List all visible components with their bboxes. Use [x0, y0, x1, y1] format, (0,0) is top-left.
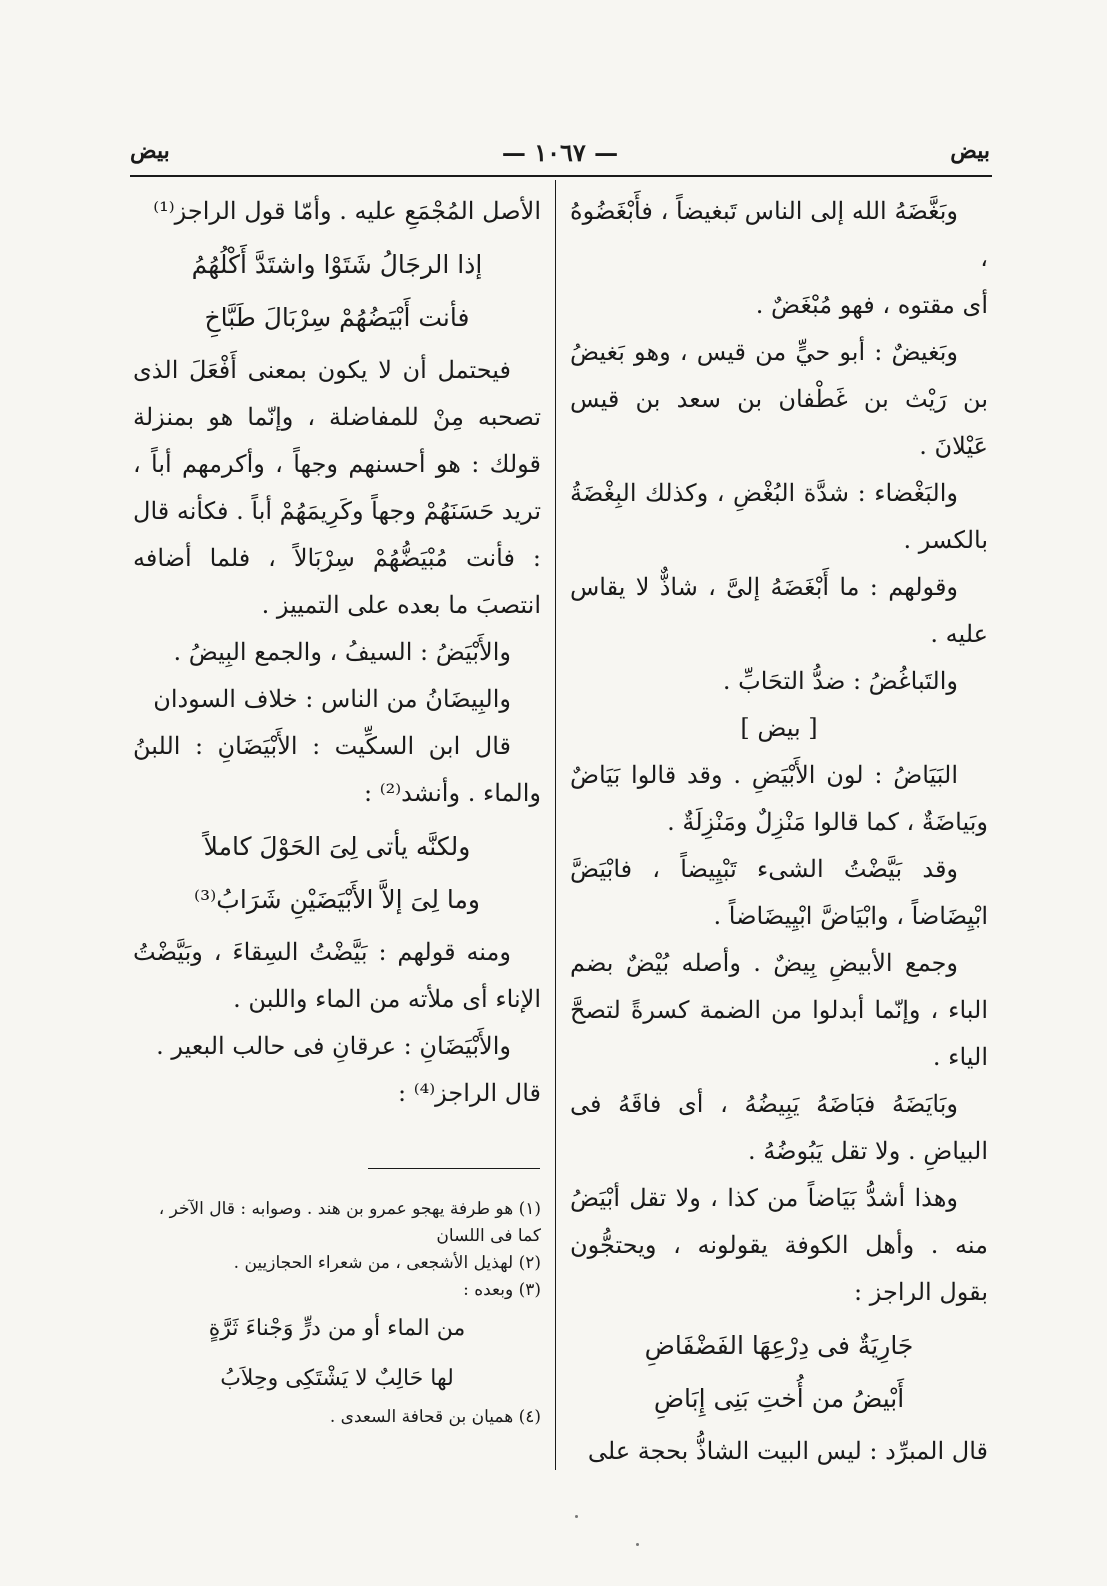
verse-line: أَبْيضُ من أُختِ بَنِى إِبَاضِ [653, 1384, 905, 1413]
scan-speck [636, 1543, 639, 1546]
paragraph: والأَبْيَضَانِ : عرقانِ فى حالب البعير . [156, 1032, 511, 1060]
footnotes [133, 1196, 541, 1431]
left-column [133, 188, 541, 1117]
paragraph: وبَغيضٌ : أبو حيٍّ من قيس ، وهو بَغيضُ بن رَيْث بن غَطْفان بن سعد بن قيس عَيْلانَ . [570, 338, 988, 460]
footnote: (٢) لهذيل الأشجعى ، من شعراء الحجازيين . [233, 1253, 541, 1273]
paragraph: وبَغَّضَهُ الله إلى الناس تَبغيضاً ، فأَبْغَضُوهُ ، [570, 197, 988, 272]
running-head-right: بيض [950, 138, 990, 164]
paragraph: والتَباغُضُ : ضدُّ التحَابِّ . [722, 667, 958, 695]
paragraph: وهذا أشدُّ بَيَاضاً من كذا ، ولا تقل أبْيَضُ منه . وأهل الكوفة يقولونه ، ويحتجُّون بقول الراجز : [570, 1184, 988, 1306]
footnote-verse: لها حَالِبٌ لا يَشْتَكِى وحِلاَبُ [220, 1366, 454, 1391]
paragraph: فيحتمل أن لا يكون بمعنى أَفْعَلَ الذى تصحبه مِنْ للمفاضلة ، وإنّما هو بمنزلة قولك : هو أحسنهم وجهاً ، وأكرمهم أباً ، تريد حَسَنَهُمْ وجهاً وكَرِيمَهُمْ أباً . فكأنه قال : فأنت مُبْيَضُّهُمْ سِرْبَالاً ، فلما أضافه انتصبَ ما بعده على التمييز . [133, 356, 541, 619]
paragraph: وبَايَضَهُ فبَاضَهُ يَبِيضُهُ ، أى فاقَهُ فى البياضِ . ولا تقل يَبُوضُهُ . [570, 1090, 988, 1165]
paragraph: ومنه قولهم : بَيَّضْتُ السِقاءَ ، وبَيَّضْتُ الإناء أى ملأته من الماء واللبن . [133, 938, 541, 1013]
verse-line: فأنت أَبْيَضُهُمْ سِرْبَالَ طَبَّاخِ [204, 303, 470, 332]
column-divider [555, 180, 556, 1470]
paragraph: البَيَاضُ : لون الأَبْيَضِ . وقد قالوا بَيَاضٌ وبَياضَةٌ ، كما قالوا مَنْزِلٌ ومَنْزِلَةٌ . [570, 761, 988, 836]
footnote-verse: من الماء أو من درٍّ وَجْناءَ ثَرَّةٍ [208, 1316, 466, 1341]
verse-line: جَارِيَةٌ فى دِرْعِهَا الفَضْفَاضِ [644, 1331, 914, 1360]
verse-line: ولكنَّه يأتى لِىَ الحَوْلَ كاملاً [203, 832, 471, 861]
paragraph: وجمع الأبيضِ بِيضٌ . وأصله بُيْضٌ بضم الباء ، وإنّما أبدلوا من الضمة كسرةً لتصحَّ الياء . [570, 949, 988, 1071]
running-head-left: بيض [130, 138, 170, 164]
paragraph: وقد بَيَّضْتُ الشىء تَبْيِيضاً ، فابْيَضَّ ابْيِضَاضاً ، وابْيَاضَّ ابْيِيضَاضاً . [570, 855, 988, 930]
paragraph: الأصل المُجْمَعِ عليه . وأمّا قول الراجز⁽¹⁾ [153, 197, 541, 225]
paragraph: والبَغْضاء : شدَّة البُغْضِ ، وكذلك البِغْضَةُ بالكسر . [570, 479, 988, 554]
paragraph: والبِيضَانُ من الناس : خلاف السودان [153, 685, 511, 713]
footnote: (١) هو طرفة يهجو عمرو بن هند . وصوابه : قال الآخر ، كما فى اللسان [158, 1199, 541, 1246]
paragraph: قال الراجز⁽⁴⁾ : [398, 1079, 541, 1107]
footnote: (٤) هميان بن قحافة السعدى . [329, 1407, 541, 1427]
verse-line: وما لِىَ إلاَّ الأَبْيَضَيْنِ شَرَابُ⁽³⁾ [193, 885, 481, 914]
page-header [130, 138, 990, 172]
verse-line: إذا الرجَالُ شَتَوْا واشتَدَّ أَكْلُهُمُ [191, 250, 483, 279]
right-column [570, 188, 988, 1475]
header-rule [130, 175, 992, 177]
paragraph: قال ابن السكِّيت : الأَبْيَضَانِ : اللبنُ والماء . وأنشد⁽²⁾ : [133, 732, 541, 807]
paragraph: وقولهم : ما أَبْغَضَهُ إلىَّ ، شاذٌّ لا يقاس عليه . [570, 573, 988, 648]
scan-speck [575, 1515, 578, 1518]
paragraph: والأَبْيَضُ : السيفُ ، والجمع البِيضُ . [173, 638, 511, 666]
footnote: (٣) وبعده : [463, 1280, 541, 1300]
paragraph: قال المبرِّد : ليس البيت الشاذُّ بحجة على [587, 1437, 988, 1465]
paragraph: أى مقتوه ، فهو مُبْغَضٌ . [755, 291, 988, 319]
entry-heading: [ بيض ] [740, 714, 818, 742]
footnote-rule [368, 1168, 540, 1169]
page-number: — ١٠٦٧ — [501, 138, 619, 167]
